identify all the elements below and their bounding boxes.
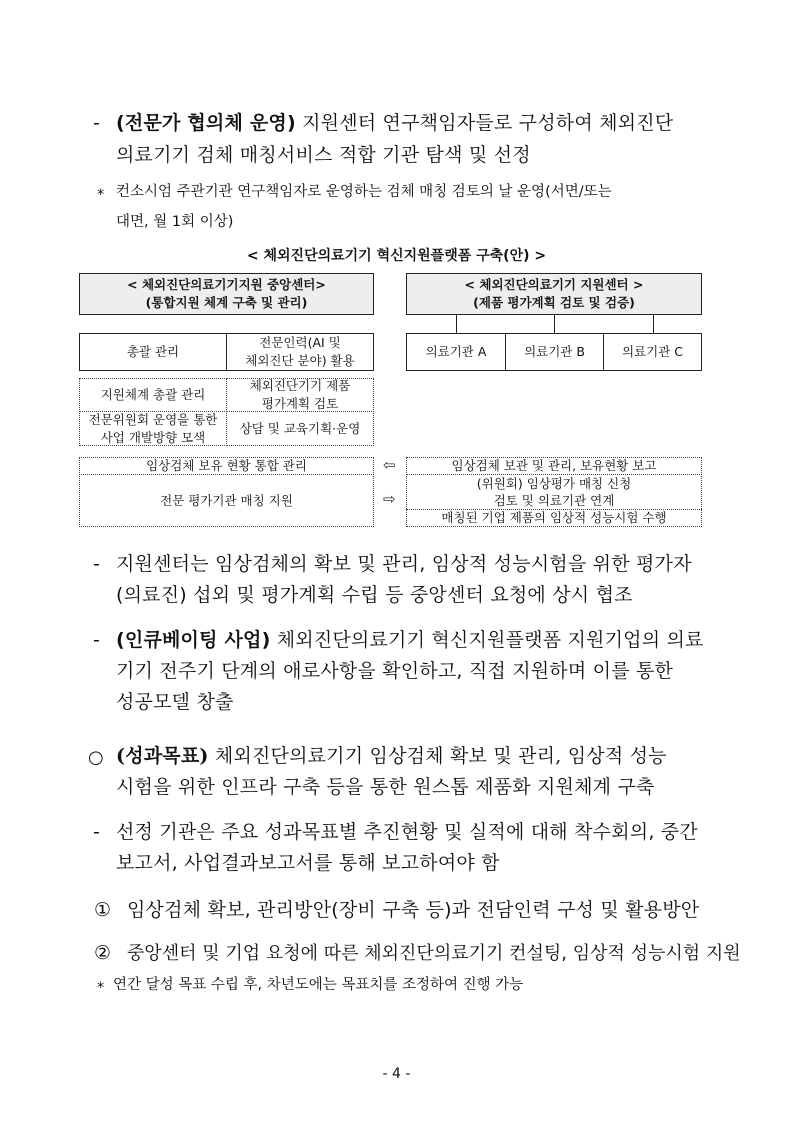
item1-text: 임상검체 확보, 관리방안(장비 구축 등)과 전담인력 구성 및 활용방안 bbox=[127, 899, 700, 921]
experts-box bbox=[226, 333, 374, 371]
arrow-right-icon: ⇨ bbox=[383, 490, 396, 508]
p1-bold-heading: (전문가 협의체 운영) bbox=[116, 112, 296, 134]
general-management-box: 총괄 관리 bbox=[79, 333, 227, 371]
specimen-status-text: 임상검체 보유 현황 통합 관리 bbox=[146, 458, 307, 473]
p3-line1 bbox=[116, 625, 704, 656]
p2-line1: 지원센터는 임상검체의 확보 및 관리, 임상적 성능시험을 위한 평가자 bbox=[116, 553, 692, 575]
diagram-title: < 체외진단의료기기 혁신지원플랫폼 구축(안) > bbox=[246, 248, 547, 264]
p1-text: 지원센터 연구책임자들로 구성하여 체외진단 bbox=[295, 112, 674, 134]
connector-a bbox=[456, 315, 457, 333]
p2-dash: - bbox=[93, 553, 101, 575]
p3-line2: 기기 전주기 단계의 애로사항을 확인하고, 직접 지원하며 이를 통한 bbox=[116, 660, 674, 682]
specimen-storage-text: 임상검체 보관 및 관리, 보유현황 보고 bbox=[451, 458, 657, 473]
product-plan-line1: 체외진단기기 제품 bbox=[249, 378, 351, 393]
note1-line1: 컨소시엄 주관기관 연구책임자로 운영하는 검체 매칭 검토의 날 운영(서면/또는 bbox=[116, 184, 612, 200]
p3-bold-heading: (인큐베이팅 사업) bbox=[116, 629, 271, 651]
committee-line2: 사업 개발방향 모색 bbox=[100, 429, 206, 445]
p1-line1 bbox=[116, 108, 726, 139]
note2-mark: * bbox=[97, 980, 105, 996]
clinical-test-text: 매칭된 기업 제품의 임상적 성능시험 수행 bbox=[441, 510, 667, 525]
central-center-title: < 체외진단의료기기지원 중앙센터> bbox=[127, 277, 326, 292]
p3-line3: 성공모델 창출 bbox=[116, 691, 234, 713]
support-center-header bbox=[406, 273, 702, 315]
experts-line2: 체외진단 분야) 활용 bbox=[245, 353, 355, 368]
p5-line2: 보고서, 사업결과보고서를 통해 보고하여야 함 bbox=[116, 852, 500, 874]
support-center-subtitle: (제품 평가계획 검토 및 검증) bbox=[473, 295, 635, 310]
matching-support-text: 전문 평가기관 매칭 지원 bbox=[160, 493, 293, 508]
p5-line1: 선정 기관은 주요 성과목표별 추진현황 및 실적에 대해 착수회의, 중간 bbox=[116, 821, 698, 843]
support-system-box: 지원체계 총괄 관리 bbox=[79, 378, 227, 412]
p4-bold-heading: (성과목표) bbox=[116, 745, 209, 767]
p3-text: 체외진단의료기기 혁신지원플랫폼 지원기업의 의료 bbox=[270, 629, 704, 651]
product-plan-box bbox=[226, 378, 374, 412]
connector-c bbox=[653, 315, 654, 333]
p4-text: 체외진단의료기기 임상검체 확보 및 관리, 임상적 성능 bbox=[208, 745, 667, 767]
institution-b-box: 의료기관 B bbox=[505, 333, 604, 371]
committee-matching-line2: 검토 및 의료기관 연계 bbox=[493, 493, 615, 508]
experts-line1: 전문인력(AI 및 bbox=[259, 335, 341, 350]
committee-matching-text bbox=[406, 475, 702, 509]
arrow-left-icon: ⇦ bbox=[383, 456, 396, 474]
note1-mark: * bbox=[97, 187, 105, 203]
p3-dash: - bbox=[93, 629, 101, 651]
item1-mark: ① bbox=[94, 899, 112, 921]
p4-line1 bbox=[116, 741, 667, 772]
product-plan-line2: 평가계획 검토 bbox=[261, 396, 339, 411]
committee-line1: 전문위원회 운영을 통한 bbox=[88, 411, 218, 427]
item2-mark: ② bbox=[94, 942, 112, 964]
committee-box bbox=[79, 411, 227, 446]
p4-circle-mark: ○ bbox=[88, 747, 104, 768]
p1-line2: 의료기기 검체 매칭서비스 적합 기관 탐색 및 선정 bbox=[116, 144, 531, 166]
connector-b bbox=[554, 315, 555, 333]
institution-a-box: 의료기관 A bbox=[406, 333, 506, 371]
central-center-subtitle: (통합지원 체계 구축 및 관리) bbox=[145, 295, 308, 310]
page-number: - 4 - bbox=[382, 1066, 411, 1082]
support-center-title: < 체외진단의료기기 지원센터 > bbox=[464, 277, 644, 292]
note1-line2: 대면, 월 1회 이상) bbox=[116, 214, 234, 230]
p5-dash: - bbox=[93, 821, 101, 843]
p2-line2: (의료진) 섭외 및 평가계획 수립 등 중앙센터 요청에 상시 협조 bbox=[116, 584, 633, 606]
central-center-header bbox=[79, 273, 374, 315]
item2-text: 중앙센터 및 기업 요청에 따른 체외진단의료기기 컨설팅, 임상적 성능시험 지원 bbox=[127, 943, 741, 964]
institution-c-box: 의료기관 C bbox=[603, 333, 702, 371]
consulting-box: 상담 및 교육기획·운영 bbox=[226, 411, 374, 446]
p4-line2: 시험을 위한 인프라 구축 등을 통한 원스톱 제품화 지원체계 구축 bbox=[116, 776, 655, 798]
committee-matching-line1: (위원회) 임상평가 매칭 신청 bbox=[476, 476, 632, 491]
note2-text: 연간 달성 목표 수립 후, 차년도에는 목표치를 조정하여 진행 가능 bbox=[113, 977, 524, 993]
p1-dash: - bbox=[93, 112, 101, 134]
